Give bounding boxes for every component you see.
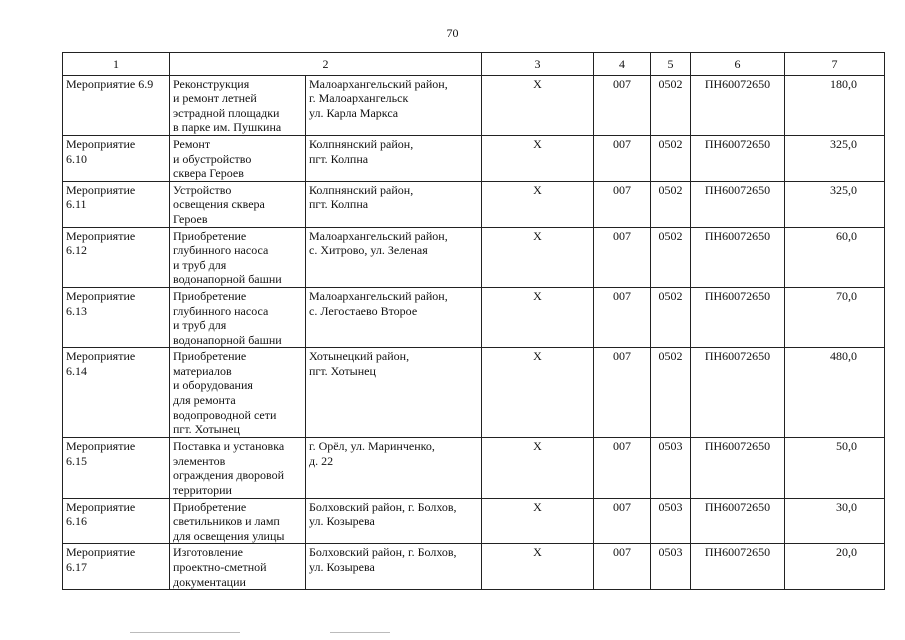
location-cell: Болховский район, г. Болхов, ул. Козырева: [306, 544, 482, 590]
col5-cell: 0502: [651, 227, 691, 287]
name-cell: Приобретение материалов и оборудования для ремонта водопроводной сети пгт. Хотынец: [170, 348, 306, 438]
event-cell: Мероприятие 6.10: [63, 135, 170, 181]
col7-cell: 30,0: [785, 498, 885, 544]
col3-cell: X: [482, 544, 594, 590]
table-row: [63, 287, 885, 347]
table-row: [63, 348, 885, 438]
col5-cell: 0503: [651, 544, 691, 590]
name-cell: Поставка и установка элементов ограждения дворовой территории: [170, 438, 306, 498]
location-cell: Малоархангельский район, г. Малоархангельск ул. Карла Маркса: [306, 75, 482, 135]
col4-cell: 007: [594, 287, 651, 347]
name-cell: Изготовление проектно-сметной документации: [170, 544, 306, 590]
table-row: [63, 544, 885, 590]
col4-cell: 007: [594, 227, 651, 287]
col4-cell: 007: [594, 181, 651, 227]
location-cell: Колпнянский район, пгт. Колпна: [306, 135, 482, 181]
col3-cell: X: [482, 287, 594, 347]
name-cell: Приобретение глубинного насоса и труб для водонапорной башни: [170, 287, 306, 347]
col7-cell: 180,0: [785, 75, 885, 135]
col3-cell: X: [482, 75, 594, 135]
col4-cell: 007: [594, 348, 651, 438]
col7-cell: 480,0: [785, 348, 885, 438]
header-col-1: 1: [63, 53, 170, 76]
location-cell: Малоархангельский район, с. Хитрово, ул. Зеленая: [306, 227, 482, 287]
table-row: [63, 181, 885, 227]
header-col-4: 4: [594, 53, 651, 76]
name-cell: Ремонт и обустройство сквера Героев: [170, 135, 306, 181]
event-cell: Мероприятие 6.12: [63, 227, 170, 287]
col3-cell: X: [482, 135, 594, 181]
col5-cell: 0502: [651, 181, 691, 227]
col4-cell: 007: [594, 75, 651, 135]
col3-cell: X: [482, 181, 594, 227]
table-row: [63, 498, 885, 544]
scan-artifact: [130, 632, 240, 633]
location-cell: Колпнянский район, пгт. Колпна: [306, 181, 482, 227]
event-cell: Мероприятие 6.11: [63, 181, 170, 227]
col3-cell: X: [482, 348, 594, 438]
col6-cell: ПН60072650: [691, 135, 785, 181]
col5-cell: 0503: [651, 438, 691, 498]
col5-cell: 0502: [651, 287, 691, 347]
header-col-5: 5: [651, 53, 691, 76]
col5-cell: 0503: [651, 498, 691, 544]
name-cell: Реконструкция и ремонт летней эстрадной площадки в парке им. Пушкина: [170, 75, 306, 135]
header-col-6: 6: [691, 53, 785, 76]
col4-cell: 007: [594, 498, 651, 544]
header-col-7: 7: [785, 53, 885, 76]
col6-cell: ПН60072650: [691, 75, 785, 135]
table-row: [63, 75, 885, 135]
event-cell: Мероприятие 6.15: [63, 438, 170, 498]
col4-cell: 007: [594, 438, 651, 498]
col3-cell: X: [482, 438, 594, 498]
col6-cell: ПН60072650: [691, 438, 785, 498]
col7-cell: 50,0: [785, 438, 885, 498]
budget-table: [62, 52, 885, 590]
location-cell: Болховский район, г. Болхов, ул. Козырева: [306, 498, 482, 544]
col3-cell: X: [482, 227, 594, 287]
col5-cell: 0502: [651, 348, 691, 438]
col6-cell: ПН60072650: [691, 498, 785, 544]
table-row: [63, 227, 885, 287]
location-cell: Хотынецкий район, пгт. Хотынец: [306, 348, 482, 438]
header-row: [63, 53, 885, 76]
col7-cell: 325,0: [785, 181, 885, 227]
name-cell: Устройство освещения сквера Героев: [170, 181, 306, 227]
event-cell: Мероприятие 6.17: [63, 544, 170, 590]
col7-cell: 325,0: [785, 135, 885, 181]
col3-cell: X: [482, 498, 594, 544]
scan-artifact: [330, 632, 390, 633]
col6-cell: ПН60072650: [691, 227, 785, 287]
col7-cell: 60,0: [785, 227, 885, 287]
col4-cell: 007: [594, 135, 651, 181]
table-row: [63, 438, 885, 498]
name-cell: Приобретение глубинного насоса и труб для водонапорной башни: [170, 227, 306, 287]
col5-cell: 0502: [651, 75, 691, 135]
event-cell: Мероприятие 6.14: [63, 348, 170, 438]
col4-cell: 007: [594, 544, 651, 590]
page-number: 70: [446, 26, 459, 40]
col5-cell: 0502: [651, 135, 691, 181]
col6-cell: ПН60072650: [691, 544, 785, 590]
header-col-2: 2: [170, 53, 482, 76]
event-cell: Мероприятие 6.16: [63, 498, 170, 544]
event-cell: Мероприятие 6.13: [63, 287, 170, 347]
name-cell: Приобретение светильников и ламп для освещения улицы: [170, 498, 306, 544]
col7-cell: 70,0: [785, 287, 885, 347]
col6-cell: ПН60072650: [691, 287, 785, 347]
col6-cell: ПН60072650: [691, 181, 785, 227]
table-row: [63, 135, 885, 181]
location-cell: г. Орёл, ул. Маринченко, д. 22: [306, 438, 482, 498]
event-cell: Мероприятие 6.9: [63, 75, 170, 135]
col6-cell: ПН60072650: [691, 348, 785, 438]
location-cell: Малоархангельский район, с. Легостаево Второе: [306, 287, 482, 347]
col7-cell: 20,0: [785, 544, 885, 590]
header-col-3: 3: [482, 53, 594, 76]
